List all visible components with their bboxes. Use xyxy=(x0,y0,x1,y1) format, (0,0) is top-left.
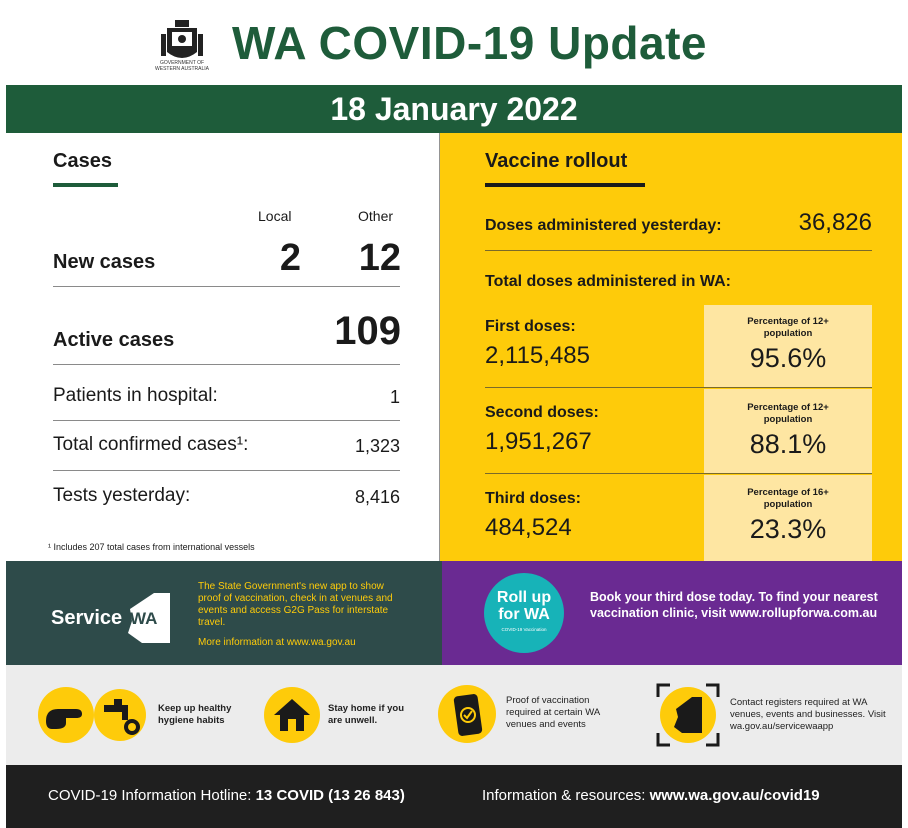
divider xyxy=(485,250,872,251)
tip-proof-vaccination: Proof of vaccination required at certain WA venues and events xyxy=(506,695,600,730)
service-wa-text: The State Government's new app to show proof of vaccination, check in at venues and events and access G2G Pass for interstate travel. xyxy=(198,581,393,628)
tests-label: Tests yesterday: xyxy=(53,485,191,506)
divider xyxy=(53,470,400,471)
first-doses-label: First doses: xyxy=(485,318,576,335)
divider xyxy=(53,420,400,421)
hotline xyxy=(48,787,405,804)
rollup-banner xyxy=(442,561,902,665)
rollup-badge-line2: for WA xyxy=(498,606,550,623)
vaccine-heading-underline xyxy=(485,183,645,187)
info-resources xyxy=(482,787,820,804)
second-doses-value: 1,951,267 xyxy=(485,428,592,455)
page-title: WA COVID-19 Update xyxy=(232,17,708,69)
third-dose-pct-label: Percentage of 16+ population xyxy=(747,487,829,510)
scan-frame-icon xyxy=(656,683,720,747)
phone-shape-icon xyxy=(452,693,484,737)
active-cases-label: Active cases xyxy=(53,329,175,351)
first-dose-pct-label: Percentage of 12+ population xyxy=(747,316,829,339)
hospital-label: Patients in hospital: xyxy=(53,385,218,406)
new-cases-label: New cases xyxy=(53,251,156,273)
vaccine-panel xyxy=(440,133,902,561)
service-wa-banner xyxy=(6,561,442,665)
divider xyxy=(53,286,400,287)
divider xyxy=(485,473,872,474)
divider xyxy=(53,364,400,365)
footer xyxy=(6,765,902,828)
third-doses-value: 484,524 xyxy=(485,514,572,541)
first-doses-value: 2,115,485 xyxy=(485,342,590,369)
tip-contact-registers: Contact registers required at WA venues, events and businesses. Visit wa.gov.au/servicewaapp xyxy=(730,697,886,732)
service-wa-logo-text: Service xyxy=(51,607,123,629)
new-cases-local: 2 xyxy=(279,237,301,279)
hand-icon xyxy=(42,695,92,735)
second-doses-label: Second doses: xyxy=(485,404,599,421)
hotline-number[interactable]: 13 COVID (13 26 843) xyxy=(255,787,405,804)
footnote: ¹ Includes 207 total cases from international vessels xyxy=(48,542,255,552)
tap-shape-icon xyxy=(100,695,144,737)
total-confirmed-label: Total confirmed cases¹: xyxy=(53,434,249,455)
third-doses-label: Third doses: xyxy=(485,490,582,507)
second-dose-pct-label: Percentage of 12+ population xyxy=(747,402,829,425)
active-cases-value: 109 xyxy=(334,309,401,353)
tip-hygiene: Keep up healthy hygiene habits xyxy=(158,703,232,726)
rollup-badge-line1: Roll up xyxy=(496,589,552,606)
service-wa-logo-badge: WA xyxy=(130,609,158,628)
tests-value: 8,416 xyxy=(354,487,400,507)
total-doses-label: Total doses administered in WA: xyxy=(485,273,731,290)
cases-panel xyxy=(6,133,440,561)
total-confirmed-value: 1,323 xyxy=(354,436,400,456)
divider xyxy=(485,387,872,388)
tips-strip xyxy=(6,665,902,765)
col-local-label: Local xyxy=(258,208,292,224)
new-cases-other: 12 xyxy=(358,237,401,279)
crest-caption: GOVERNMENT OF WESTERN AUSTRALIA xyxy=(155,60,209,72)
service-wa-more-link[interactable]: More information at www.wa.gov.au xyxy=(198,637,356,648)
vaccine-heading: Vaccine rollout xyxy=(485,150,628,172)
hospital-value: 1 xyxy=(389,387,400,407)
rollup-text: Book your third dose today. To find your nearest vaccination clinic, visit www.rollupforwa.com.au xyxy=(590,590,878,620)
info-label: Information & resources: xyxy=(482,787,646,804)
info-link[interactable]: www.wa.gov.au/covid19 xyxy=(649,787,820,804)
third-dose-pct: 23.3% xyxy=(749,514,827,544)
house-shape-icon xyxy=(272,695,312,735)
doses-yesterday-value: 36,826 xyxy=(798,209,872,236)
date-banner: 18 January 2022 xyxy=(6,85,902,133)
doses-yesterday-label: Doses administered yesterday: xyxy=(485,217,722,234)
first-dose-pct: 95.6% xyxy=(749,343,827,373)
cases-heading: Cases xyxy=(53,150,112,172)
hotline-label: COVID-19 Information Hotline: xyxy=(48,787,252,804)
tip-stay-home: Stay home if you are unwell. xyxy=(328,703,405,726)
header xyxy=(0,0,908,85)
cases-heading-underline xyxy=(53,183,118,187)
rollup-badge-sub: COVID-19 Vaccination xyxy=(501,627,547,632)
col-other-label: Other xyxy=(358,208,394,224)
second-dose-pct: 88.1% xyxy=(749,429,827,459)
